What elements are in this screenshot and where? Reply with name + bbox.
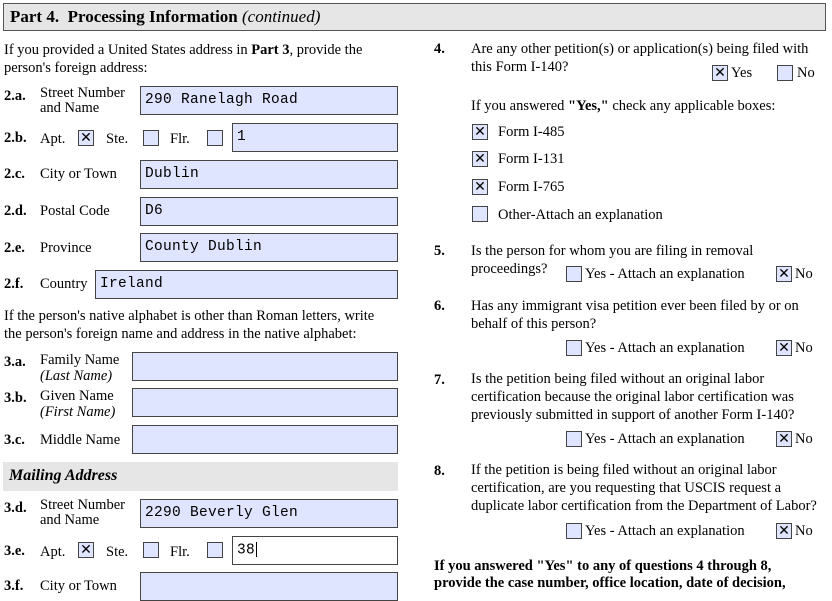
form-i765-label: Form I-765 xyxy=(498,179,565,195)
q3b-number: 3.b. xyxy=(4,390,27,406)
text-cursor xyxy=(256,542,257,557)
q2c-label: City or Town xyxy=(40,166,117,182)
form-i131-label: Form I-131 xyxy=(498,151,565,167)
q2c-number: 2.c. xyxy=(4,166,25,182)
q7-yes-checkbox[interactable] xyxy=(566,431,582,447)
q3e-number: 3.e. xyxy=(4,543,25,559)
q2a-number: 2.a. xyxy=(4,88,26,104)
q4-if-yes-instruction: If you answered "Yes," check any applicable boxes: xyxy=(471,98,776,114)
q2f-number: 2.f. xyxy=(4,276,24,292)
foreign-street-input[interactable]: 290 Ranelagh Road xyxy=(140,86,398,115)
q6-no-checkbox[interactable] xyxy=(776,340,792,356)
apt-label: Apt. xyxy=(40,131,66,147)
q7-no-checkbox[interactable] xyxy=(776,431,792,447)
q8-yes-label: Yes - Attach an explanation xyxy=(585,523,745,539)
q8-no-checkbox[interactable] xyxy=(776,523,792,539)
mailing-ste-label: Ste. xyxy=(106,544,129,560)
q3c-number: 3.c. xyxy=(4,432,25,448)
q2f-label: Country xyxy=(40,276,88,292)
q6-no-label: No xyxy=(795,340,813,356)
mailing-apt-number-input[interactable]: 38 xyxy=(232,536,398,565)
yes-instruction-2: provide the case number, office location, date of decision, xyxy=(434,575,786,591)
q5-no-checkbox[interactable] xyxy=(776,266,792,282)
ste-label: Ste. xyxy=(106,131,129,147)
other-attach-label: Other-Attach an explanation xyxy=(498,207,663,223)
q4-yes-checkbox[interactable] xyxy=(712,65,728,81)
mailing-address-title: Mailing Address xyxy=(9,467,118,484)
yes-instruction: If you answered "Yes" to any of questions 4 through 8, xyxy=(434,558,772,574)
foreign-postal-code-input[interactable]: D6 xyxy=(140,197,398,226)
q6-yes-label: Yes - Attach an explanation xyxy=(585,340,745,356)
form-i765-checkbox[interactable] xyxy=(472,179,488,195)
q5-no-label: No xyxy=(795,266,813,282)
q7-yes-label: Yes - Attach an explanation xyxy=(585,431,745,447)
foreign-country-input[interactable]: Ireland xyxy=(95,270,398,299)
q6-number: 6. xyxy=(434,298,445,314)
q2d-number: 2.d. xyxy=(4,203,27,219)
native-given-name-input[interactable] xyxy=(132,388,398,417)
q5-yes-checkbox[interactable] xyxy=(566,266,582,282)
q5-number: 5. xyxy=(434,243,445,259)
q7-question: Is the petition being filed without an original labor xyxy=(471,371,765,387)
q2b-number: 2.b. xyxy=(4,130,27,146)
other-attach-checkbox[interactable] xyxy=(472,206,488,222)
foreign-province-input[interactable]: County Dublin xyxy=(140,233,398,262)
q2a-label: Street Number and Name xyxy=(40,85,125,116)
native-family-name-input[interactable] xyxy=(132,352,398,381)
q3c-label: Middle Name xyxy=(40,432,121,448)
foreign-address-intro: If you provided a United States address in Part 3, provide the xyxy=(4,42,363,58)
native-alphabet-instruction-2: the person's foreign name and address in the native alphabet: xyxy=(4,326,357,342)
mailing-city-input[interactable] xyxy=(140,572,398,601)
q2d-label: Postal Code xyxy=(40,203,110,219)
q3f-number: 3.f. xyxy=(4,578,24,594)
q6-yes-checkbox[interactable] xyxy=(566,340,582,356)
q4-question: Are any other petition(s) or application(s) being filed with xyxy=(471,41,809,57)
mailing-street-input[interactable]: 2290 Beverly Glen xyxy=(140,499,398,528)
q4-no-label: No xyxy=(797,65,815,81)
part-header xyxy=(3,3,826,31)
q6-question: Has any immigrant visa petition ever been filed by or on xyxy=(471,298,799,314)
q3a-number: 3.a. xyxy=(4,354,26,370)
q4-yes-label: Yes xyxy=(731,65,753,81)
q8-no-label: No xyxy=(795,523,813,539)
q8-yes-checkbox[interactable] xyxy=(566,523,582,539)
mailing-apt-label: Apt. xyxy=(40,544,66,560)
part-title: Part 4. Processing Information (continued) xyxy=(10,7,321,26)
mailing-flr-label: Flr. xyxy=(170,544,190,560)
flr-checkbox[interactable] xyxy=(207,130,223,146)
form-i131-checkbox[interactable] xyxy=(472,151,488,167)
q2e-label: Province xyxy=(40,240,92,256)
mailing-address-header xyxy=(3,462,398,491)
foreign-address-intro-2: person's foreign address: xyxy=(4,60,148,76)
apt-checkbox[interactable] xyxy=(78,130,94,146)
mailing-apt-checkbox[interactable] xyxy=(78,542,94,558)
mailing-flr-checkbox[interactable] xyxy=(207,542,223,558)
q8-question: If the petition is being filed without an original labor xyxy=(471,462,777,478)
q7-question-2: certification because the original labor certification was xyxy=(471,389,794,405)
q6-question-2: behalf of this person? xyxy=(471,316,597,332)
q5-question-2: proceedings? xyxy=(471,261,548,277)
q3f-label: City or Town xyxy=(40,578,117,594)
flr-label: Flr. xyxy=(170,131,190,147)
mailing-ste-checkbox[interactable] xyxy=(143,542,159,558)
q5-yes-label: Yes - Attach an explanation xyxy=(585,266,745,282)
q5-question: Is the person for whom you are filing in removal xyxy=(471,243,754,259)
q2e-number: 2.e. xyxy=(4,240,25,256)
q3b-label: Given Name (First Name) xyxy=(40,388,116,420)
form-i485-label: Form I-485 xyxy=(498,124,565,140)
foreign-apt-number-input[interactable]: 1 xyxy=(232,123,398,152)
native-alphabet-instruction: If the person's native alphabet is other than Roman letters, write xyxy=(4,308,375,324)
q4-number: 4. xyxy=(434,41,445,57)
native-middle-name-input[interactable] xyxy=(132,425,398,454)
q3d-number: 3.d. xyxy=(4,500,27,516)
q8-question-3: duplicate labor certification from the Department of Labor? xyxy=(471,498,817,514)
q3a-label: Family Name (Last Name) xyxy=(40,352,120,384)
foreign-city-input[interactable]: Dublin xyxy=(140,160,398,189)
ste-checkbox[interactable] xyxy=(143,130,159,146)
q4-no-checkbox[interactable] xyxy=(777,65,793,81)
q7-question-3: previously submitted in support of another Form I-140? xyxy=(471,407,795,423)
q8-number: 8. xyxy=(434,463,445,479)
q8-question-2: certification, are you requesting that USCIS request a xyxy=(471,480,782,496)
q7-no-label: No xyxy=(795,431,813,447)
form-i485-checkbox[interactable] xyxy=(472,124,488,140)
q3d-label: Street Number and Name xyxy=(40,497,125,528)
q7-number: 7. xyxy=(434,372,445,388)
q4-question-2: this Form I-140? xyxy=(471,59,569,75)
